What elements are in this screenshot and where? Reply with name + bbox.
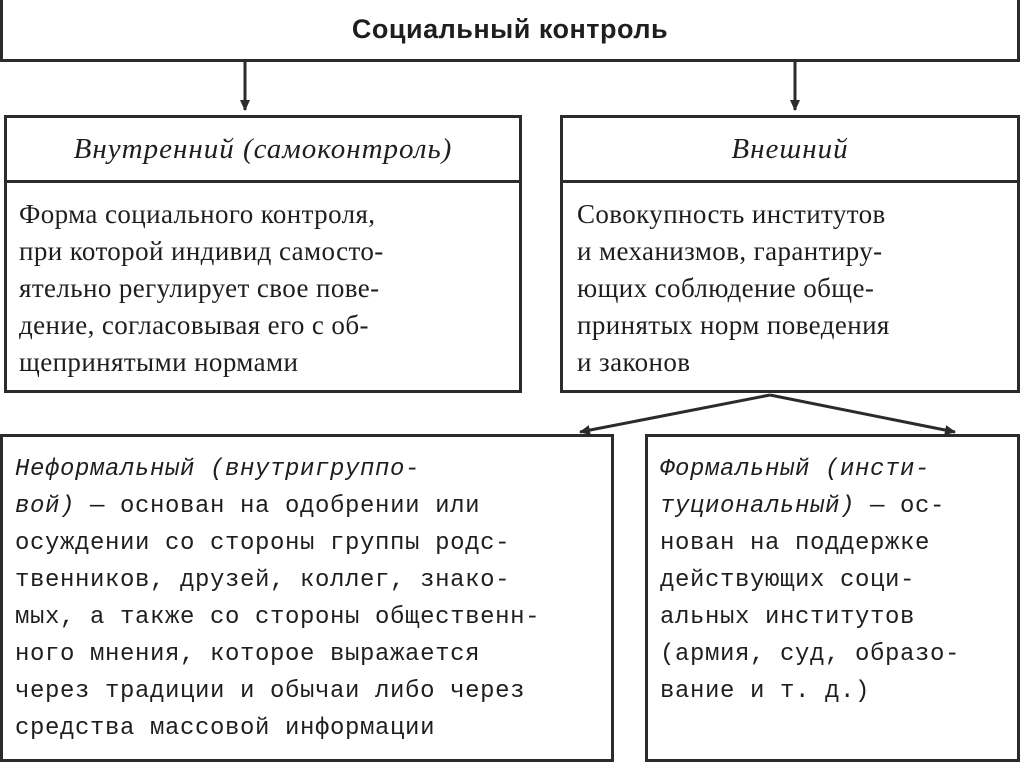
formal-text-line: вание и т. д.)	[660, 678, 871, 705]
informal-control-box	[0, 434, 614, 762]
informal-text-line: средства массовой информации	[15, 715, 436, 742]
formal-term-line: туциональный)	[660, 493, 856, 520]
internal-line: дение, согласовывая его с об-	[19, 310, 369, 340]
informal-text-line: осуждении со стороны группы родс-	[15, 530, 511, 557]
external-line: ющих соблюдение обще-	[577, 273, 875, 303]
external-line: и законов	[577, 347, 691, 377]
internal-line: ятельно регулирует свое пове-	[19, 273, 380, 303]
external-line: и механизмов, гарантиру-	[577, 236, 883, 266]
formal-text-line: нован на поддержке	[660, 530, 931, 557]
internal-line: при которой индивид самосто-	[19, 236, 384, 266]
external-line: принятых норм поведения	[577, 310, 890, 340]
external-line: Совокупность институтов	[577, 199, 886, 229]
internal-description-box	[4, 180, 522, 393]
internal-line: щепринятыми нормами	[19, 347, 299, 377]
formal-term-line: Формальный (инсти-	[660, 456, 931, 483]
external-heading: Внешний	[731, 132, 849, 165]
external-description-box	[560, 180, 1020, 393]
informal-text-line: — основан на одобрении или	[75, 493, 481, 520]
formal-text-line: (армия, суд, образо-	[660, 641, 961, 668]
internal-heading-box	[4, 115, 522, 183]
internal-line: Форма социального контроля,	[19, 199, 376, 229]
arrow-external-to-formal	[770, 395, 955, 432]
formal-control-box	[645, 434, 1020, 762]
formal-text-line: альных институтов	[660, 604, 916, 631]
formal-text-line: действующих соци-	[660, 567, 916, 594]
informal-term-line: Неформальный (внутригруппо-	[15, 456, 421, 483]
informal-text-line: ного мнения, которое выражается	[15, 641, 481, 668]
informal-text-line: твенников, друзей, коллег, знако-	[15, 567, 511, 594]
informal-text-line: через традиции и обычаи либо через	[15, 678, 526, 705]
external-heading-box	[560, 115, 1020, 183]
arrow-external-to-informal	[580, 395, 770, 432]
formal-text-line: — ос-	[855, 493, 946, 520]
internal-heading: Внутренний (самоконтроль)	[73, 132, 453, 165]
diagram-title: Социальный контроль	[351, 14, 669, 44]
informal-term-line: вой)	[15, 493, 76, 520]
title-box	[0, 0, 1020, 62]
informal-text-line: мых, а также со стороны общественн-	[15, 604, 541, 631]
